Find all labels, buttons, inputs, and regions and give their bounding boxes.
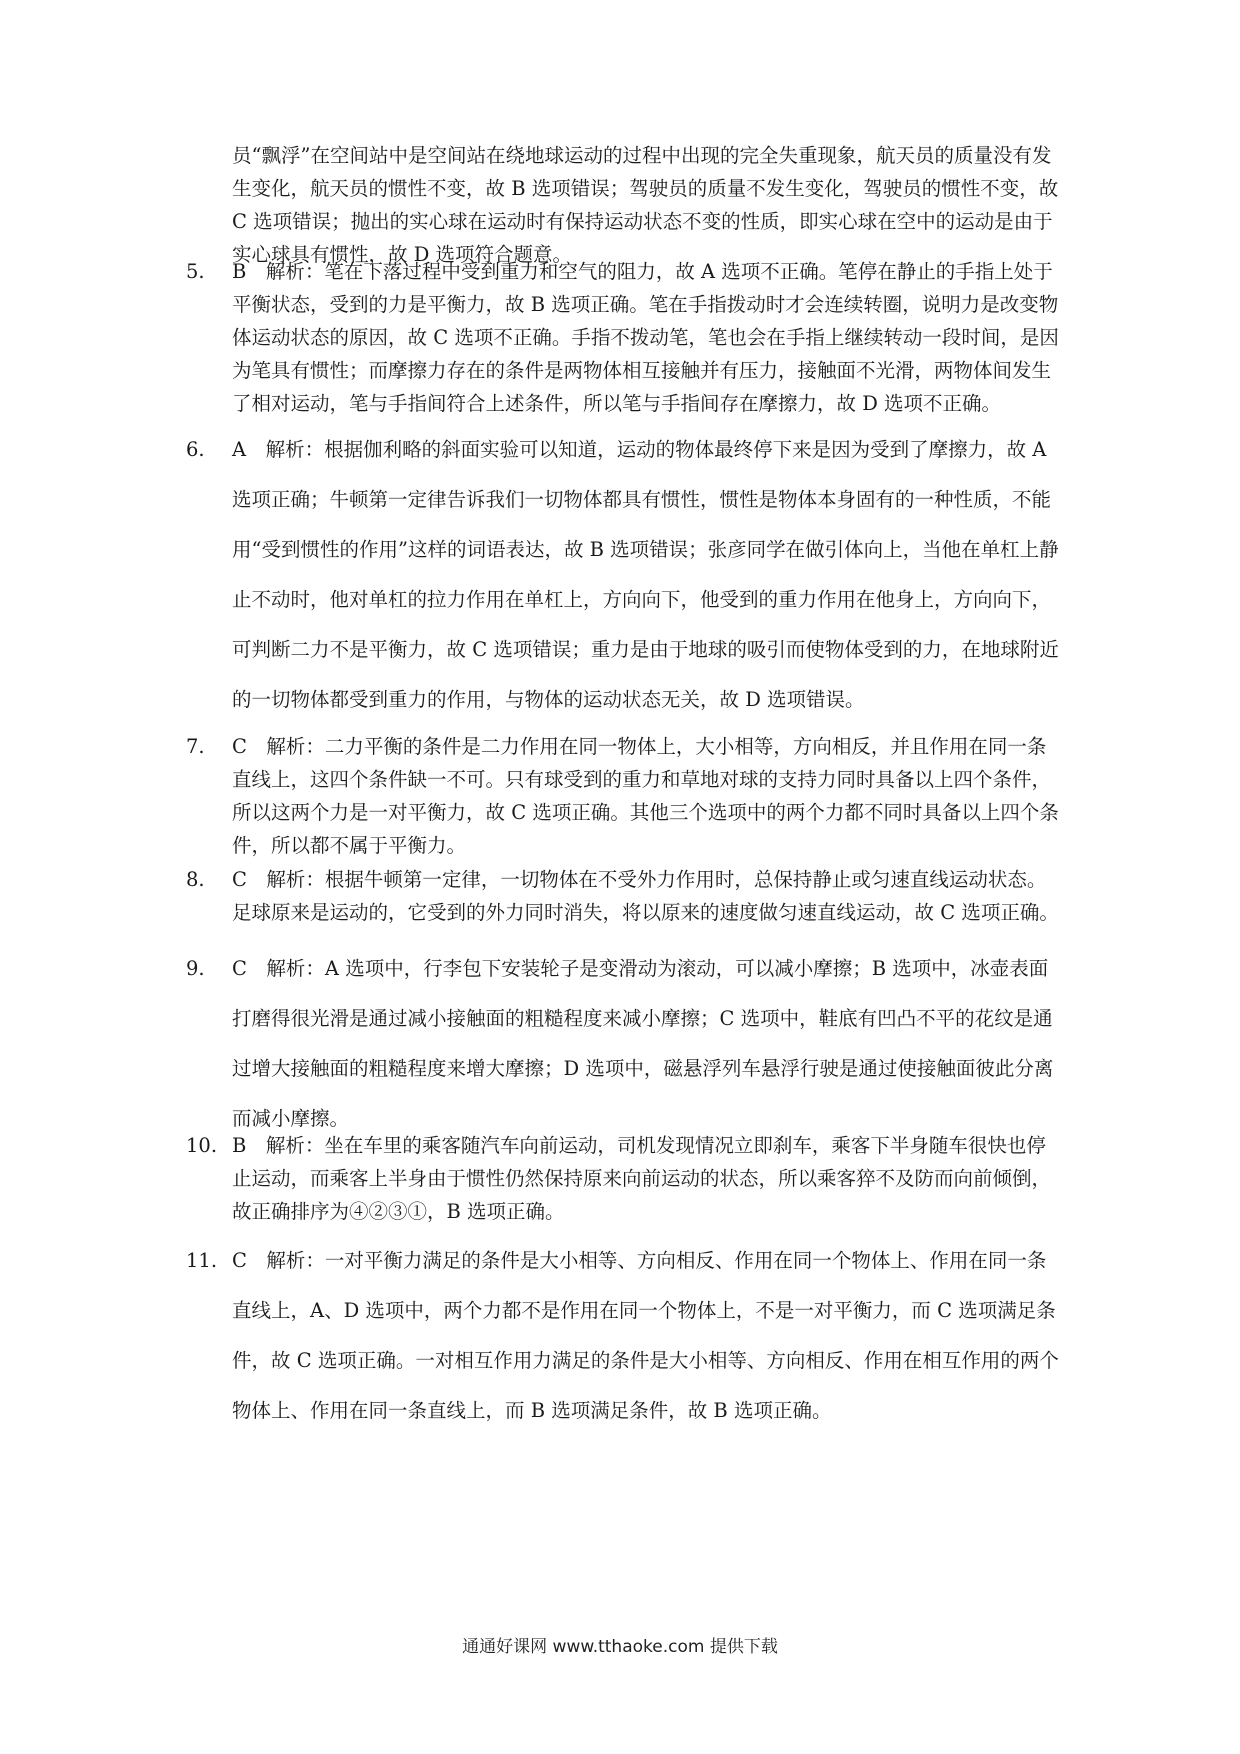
- answer-7-number: 7.: [186, 735, 205, 758]
- answer-7-text: C 解析：二力平衡的条件是二力作用在同一物体上，大小相等，方向相反，并且作用在同一条直线上，这四个条件缺一不可。只有球受到的重力和草地对球的支持力同时具备以上四个条件，所以这两个力是一对平衡力，故 C 选项正确。其他三个选项中的两个力都不同时具备以上四个条件，所以都不属于平衡力。: [232, 735, 1059, 857]
- answer-10-number: 10.: [186, 1134, 218, 1157]
- answer-5-number: 5.: [186, 260, 205, 283]
- answer-10-text: B 解析：坐在车里的乘客随汽车向前运动，司机发现情况立即刹车，乘客下半身随车很快也停止运动，而乘客上半身由于惯性仍然保持原来向前运动的状态，所以乘客猝不及防而向前倾倒，故正确排序为④②③①，B 选项正确。: [232, 1134, 1052, 1223]
- answer-11-text: C 解析：一对平衡力满足的条件是大小相等、方向相反、作用在同一个物体上、作用在同一条直线上，A、D 选项中，两个力都不是作用在同一个物体上，不是一对平衡力，而 C 选项满足条件，故 C 选项正确。一对相互作用力满足的条件是大小相等、方向相反、作用在相互作用的两个物体上、作用在同一条直线上，而 B 选项满足条件，故 B 选项正确。: [232, 1249, 1059, 1422]
- answer-5-text: B 解析：笔在下落过程中受到重力和空气的阻力，故 A 选项不正确。笔停在静止的手指上处于平衡状态，受到的力是平衡力，故 B 选项正确。笔在手指拨动时才会连续转圈，说明力是改变物体运动状态的原因，故 C 选项不正确。手指不拨动笔，笔也会在手指上继续转动一段时间，是因为笔具有惯性；而摩擦力存在的条件是两物体相互接触并有压力，接触面不光滑，两物体间发生了相对运动，笔与手指间符合上述条件，所以笔与手指间存在摩擦力，故 D 选项不正确。: [232, 260, 1059, 415]
- answer-9-text: C 解析：A 选项中，行李包下安装轮子是变滑动为滚动，可以减小摩擦；B 选项中，冰壶表面打磨得很光滑是通过减小接触面的粗糙程度来减小摩擦；C 选项中，鞋底有凹凸不平的花纹是通过增大接触面的粗糙程度来增大摩擦；D 选项中，磁悬浮列车悬浮行驶是通过使接触面彼此分离而减小摩擦。: [232, 957, 1054, 1130]
- answer-8-text: C 解析：根据牛顿第一定律，一切物体在不受外力作用时，总保持静止或匀速直线运动状态。足球原来是运动的，它受到的外力同时消失，将以原来的速度做匀速直线运动，故 C 选项正确。: [232, 868, 1059, 924]
- answer-8-number: 8.: [186, 868, 205, 891]
- page-footer: 通通好课网 www.tthaoke.com 提供下载: [462, 1637, 778, 1657]
- answer-6-number: 6.: [186, 438, 205, 461]
- answer-6-text: A 解析：根据伽利略的斜面实验可以知道，运动的物体最终停下来是因为受到了摩擦力，故 A 选项正确；牛顿第一定律告诉我们一切物体都具有惯性，惯性是物体本身固有的一种性质，不能用“受到惯性的作用”这样的词语表达，故 B 选项错误；张彦同学在做引体向上，当他在单杠上静止不动时，他对单杠的拉力作用在单杠上，方向向下，他受到的重力作用在他身上，方向向下，可判断二力不是平衡力，故 C 选项错误；重力是由于地球的吸引而使物体受到的力，在地球附近的一切物体都受到重力的作用，与物体的运动状态无关，故 D 选项错误。: [232, 438, 1059, 711]
- answer-4-continuation: 员“飘浮”在空间站中是空间站在绕地球运动的过程中出现的完全失重现象，航天员的质量没有发生变化，航天员的惯性不变，故 B 选项错误；驾驶员的质量不发生变化，驾驶员的惯性不变，故 C 选项错误；抛出的实心球在运动时有保持运动状态不变的性质，即实心球在空中的运动是由于实心球具有惯性，故 D 选项符合题意。: [232, 144, 1059, 266]
- answer-9-number: 9.: [186, 957, 205, 980]
- answer-11-number: 11.: [186, 1249, 218, 1272]
